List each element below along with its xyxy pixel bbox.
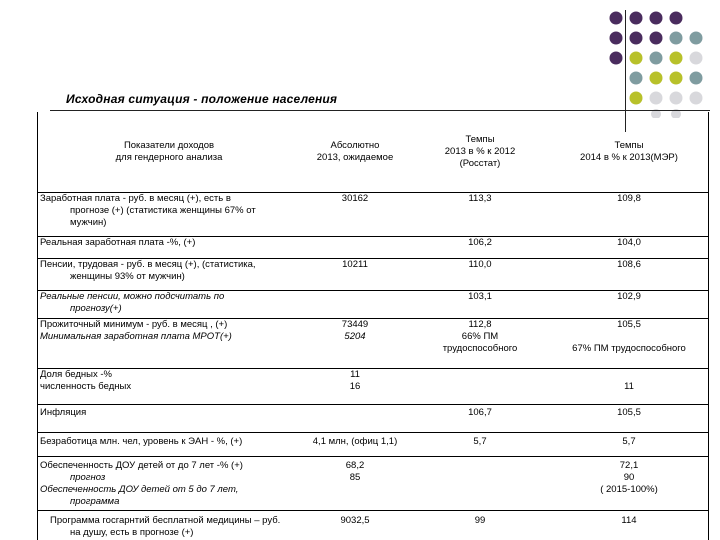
header-rate-2013: Темпы 2013 в % к 2012 (Росстат)	[410, 112, 550, 193]
row-rate-2013: 99	[474, 515, 486, 526]
row-absolute	[300, 405, 410, 433]
row-absolute	[300, 237, 410, 259]
header-indicator: Показатели доходов для гендерного анализа	[38, 112, 300, 193]
row-absolute	[300, 291, 410, 319]
row-rate-2013: 106,2	[410, 237, 550, 259]
row-rate-2014: 105,5 67% ПМ трудоспособного	[550, 319, 708, 369]
row-rate-2014: 11	[550, 369, 708, 405]
table-row	[38, 319, 708, 369]
row-absolute: 9032,5	[340, 515, 370, 526]
table-row	[38, 511, 708, 540]
row-label: Доля бедных -% численность бедных	[38, 369, 300, 405]
table-row	[38, 259, 708, 291]
title-underline	[50, 110, 710, 111]
table-row	[38, 237, 708, 259]
table-row	[38, 405, 708, 433]
table-row	[38, 193, 708, 237]
income-table-frame	[37, 112, 709, 540]
row-rate-2013: 106,7	[410, 405, 550, 433]
row-rate-2014: 108,6	[550, 259, 708, 291]
row-label: Реальная заработная плата -%, (+)	[38, 237, 300, 259]
row-absolute: 30162	[300, 193, 410, 237]
slide-title: Исходная ситуация - положение населения	[66, 92, 338, 106]
row-absolute: 11 16	[300, 369, 410, 405]
row-rate-2013: 113,3	[410, 193, 550, 237]
row-absolute: 73449 5204	[300, 319, 410, 369]
row-rate-2014: 109,8	[550, 193, 708, 237]
row-label: Реальные пенсии, можно подсчитать по прогнозу(+)	[38, 291, 300, 319]
row-rate-2014: 114	[621, 515, 637, 526]
income-indicators-table	[38, 112, 708, 540]
row-rate-2014: 105,5	[550, 405, 708, 433]
row-absolute: 68,2 85	[300, 457, 410, 511]
table-row	[38, 433, 708, 457]
table-row	[38, 291, 708, 319]
row-label: Заработная плата - руб. в месяц (+), есть в прогнозе (+) (статистика женщины 67% от мужчин)	[38, 193, 300, 237]
row-rate-2014: 72,1 90 ( 2015-100%)	[550, 457, 708, 511]
header-rate-2014: Темпы 2014 в % к 2013(МЭР)	[550, 112, 708, 193]
row-rate-2013	[410, 457, 550, 511]
table-row	[38, 369, 708, 405]
row-rate-2014: 102,9	[550, 291, 708, 319]
row-rate-2013: 5,7	[410, 433, 550, 457]
row-label: Безработица млн. чел, уровень к ЭАН - %, (+)	[38, 433, 300, 457]
header-absolute: Абсолютно 2013, ожидаемое	[300, 112, 410, 193]
row-label: Обеспеченность ДОУ детей от до 7 лет -% (+) прогноз Обеспеченность ДОУ детей от 5 до 7 лет, программа	[38, 457, 300, 511]
row-label: Прожиточный минимум - руб. в месяц , (+) Минимальная заработная плата МРОТ(+)	[38, 319, 300, 369]
row-rate-2013	[410, 369, 550, 405]
row-label: Инфляция	[38, 405, 300, 433]
row-label: Пенсии, трудовая - руб. в месяц (+), (статистика, женщины 93% от мужчин)	[38, 259, 300, 291]
row-rate-2013: 110,0	[410, 259, 550, 291]
table-row	[38, 457, 708, 511]
table-header-row	[38, 112, 708, 193]
row-absolute: 10211	[300, 259, 410, 291]
row-rate-2014: 104,0	[550, 237, 708, 259]
row-label: Программа госгарнтий бесплатной медицины – руб. на душу, есть в прогнозе (+)	[50, 515, 281, 538]
row-rate-2013: 112,8 66% ПМ трудоспособного	[410, 319, 550, 369]
row-absolute: 4,1 млн, (офиц 1,1)	[300, 433, 410, 457]
row-rate-2014: 5,7	[550, 433, 708, 457]
row-rate-2013: 103,1	[410, 291, 550, 319]
decorative-dot-grid	[604, 6, 716, 118]
